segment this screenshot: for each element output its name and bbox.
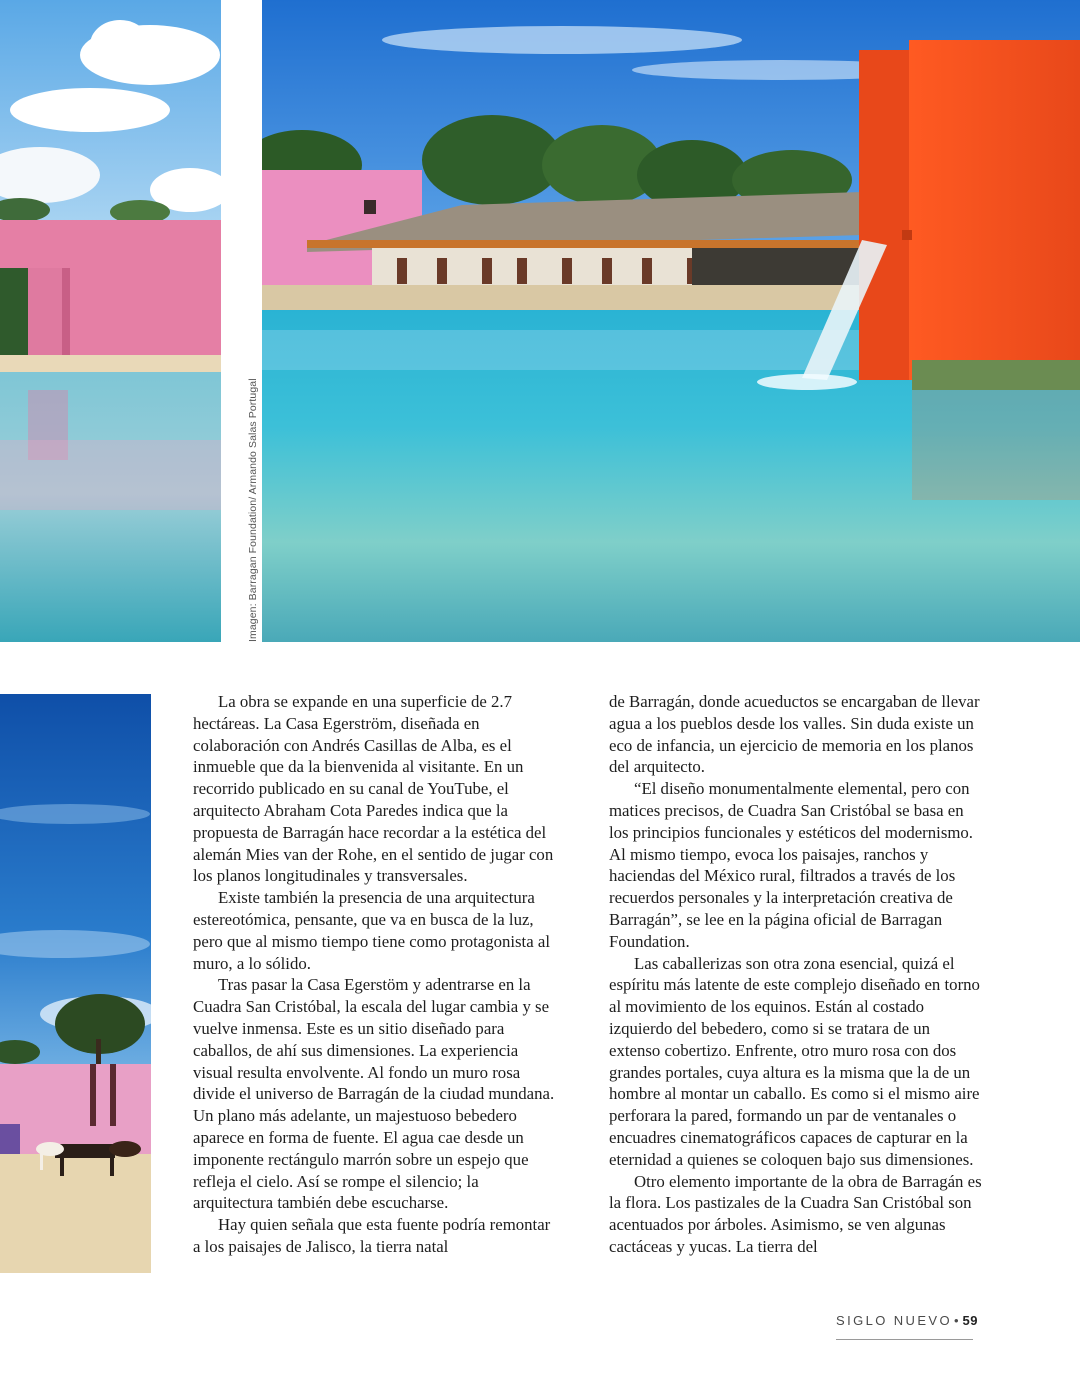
paragraph: Otro elemento importante de la obra de Barragán es la flora. Los pastizales de la Cuadra San Cristóbal son acentuados por árboles. Asimismo, se ven algunas cactáceas y yucas. La tierra del xyxy=(609,1171,982,1256)
paragraph: Tras pasar la Casa Egerstöm y adentrarse en la Cuadra San Cristóbal, la escala del lugar cambia y se vuelve inmensa. Este es un sitio diseñado para caballos, de ahí sus dimensiones. La experiencia visual resulta envolvente. Al fondo un muro rosa divide el universo de Barragán de la ciudad mundana. Un plano más adelante, un majestuoso bebedero aparece en forma de fuente. El agua cae desde un imponente rectángulo marrón sobre un espejo que refleja el cielo. Así se rompe el silencio; la arquitectura también debe escucharse. xyxy=(193,975,555,1213)
photo-pink-wall-pool xyxy=(0,0,221,642)
footer-separator: • xyxy=(953,1313,959,1328)
paragraph: La obra se expande en una superficie de 2.7 hectáreas. La Casa Egerström, diseñada en colaboración con Andrés Casillas de Alba, es el inmueble que da la bienvenida al visitante. En un recorrido publicado en su canal de YouTube, el arquitecto Abraham Cota Paredes indica que la propuesta de Barragán hace recordar a la estética del alemán Mies van der Rohe, en el sentido de jugar con los planos longitudinales y transversales. xyxy=(193,692,554,886)
article-column-1 xyxy=(193,691,561,1258)
photo-horses-pink-wall xyxy=(0,694,151,1273)
paragraph: Hay quien señala que esta fuente podría remontar a los paisajes de Jalisco, la tierra natal xyxy=(193,1215,551,1256)
page-number: 59 xyxy=(962,1313,979,1328)
photo-fountain-stables xyxy=(262,0,1080,642)
article-column-2 xyxy=(609,691,985,1258)
publication-name: SIGLO NUEVO xyxy=(836,1313,952,1328)
paragraph: de Barragán, donde acueductos se encargaban de llevar agua a los pueblos desde los valles. Sin duda existe un eco de infancia, un ejercicio de memoria en los planos del arquitecto. xyxy=(609,692,980,777)
paragraph: Existe también la presencia de una arquitectura estereotómica, pensante, que va en busca de la luz, pero que al mismo tiempo tiene como protagonista al muro, a lo sólido. xyxy=(193,888,550,973)
paragraph: “El diseño monumentalmente elemental, pero con matices precisos, de Cuadra San Cristóbal se basa en los principios funcionales y estéticos del modernismo. Al mismo tiempo, evoca los paisajes, ranchos y haciendas del México rural, filtrados a través de los recuerdos personales y la interpretación creativa de Barragán”, se lee en la página oficial de Barragan Foundation. xyxy=(609,779,973,951)
page-footer xyxy=(836,1313,979,1340)
photo-credit: Imagen: Barragan Foundation/ Armando Salas Portugal xyxy=(247,378,259,642)
paragraph: Las caballerizas son otra zona esencial, quizá el espíritu más latente de este complejo diseñado en torno al movimiento de los equinos. Están al costado izquierdo del bebedero, como si se tratara de un extenso cobertizo. Enfrente, otro muro rosa con dos grandes portales, cuya altura es la misma que la de un hombre al montar un caballo. Es como si el mismo aire perforara la pared, formando un par de ventanales o encuadres cinematográficos capaces de capturar en la eternidad a quienes se coloquen bajo sus dimensiones. xyxy=(609,953,980,1169)
